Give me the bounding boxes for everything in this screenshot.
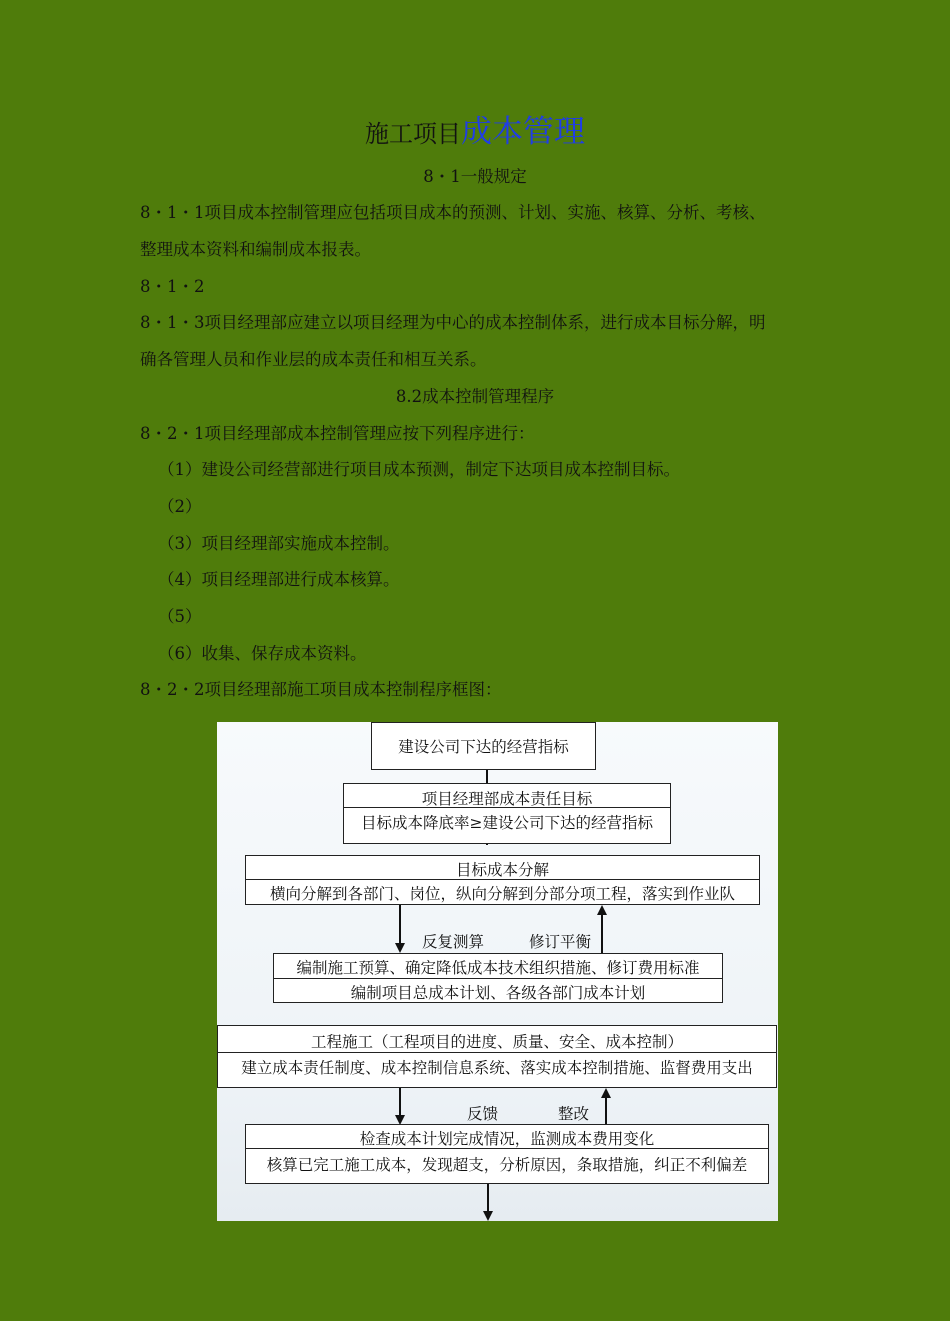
flow-arrow-5-up (605, 1097, 607, 1124)
paragraph-8-1-1-line1: 8・1・1项目成本控制管理应包括项目成本的预测、计划、实施、核算、分析、考核、 (140, 203, 766, 222)
flow-box-text: 编制项目总成本计划、各级各部门成本计划 (350, 984, 646, 1002)
step-item: （5） (158, 607, 202, 626)
document-title (0, 110, 950, 156)
flow-label-repeated-estimation: 反复测算 (422, 933, 485, 951)
flow-box-text: 建立成本责任制度、成本控制信息系统、落实成本控制措施、监督费用支出 (241, 1059, 753, 1077)
flow-box-text: 检查成本计划完成情况，监测成本费用变化 (359, 1130, 655, 1148)
paragraph-8-1-2: 8・1・2 (140, 277, 205, 296)
flow-arrow-5-down (399, 1088, 401, 1115)
flow-label-rectify: 整改 (558, 1105, 590, 1123)
flow-box-business-targets (371, 722, 596, 770)
paragraph-8-1-3-line2: 确各管理人员和作业层的成本责任和相互关系。 (140, 350, 487, 369)
flow-box-divider (246, 879, 759, 880)
flow-label-revise-balance: 修订平衡 (529, 933, 592, 951)
flow-box-budget-planning (273, 953, 723, 1003)
heading-8-2: 8.2成本控制管理程序 (395, 387, 555, 406)
flow-box-target-decomposition (245, 855, 760, 905)
step-item: （6）收集、保存成本资料。 (158, 644, 367, 663)
cost-control-flowchart (217, 722, 778, 1221)
heading-8-1: 8・1一般规定 (423, 167, 527, 186)
title-highlight: 成本管理 (461, 114, 585, 150)
flow-box-text: 建设公司下达的经营指标 (398, 738, 569, 756)
flow-box-responsibility-target (343, 783, 671, 844)
flow-arrow-3-up (601, 914, 603, 953)
flow-box-construction (217, 1025, 777, 1088)
paragraph-8-1-3-line1: 8・1・3项目经理部应建立以项目经理为中心的成本控制体系，进行成本目标分解，明 (140, 313, 766, 332)
flow-box-text: 项目经理部成本责任目标 (421, 790, 593, 808)
step-item: （4）项目经理部进行成本核算。 (158, 570, 400, 589)
flow-box-divider (218, 1052, 776, 1053)
flow-box-divider (344, 807, 670, 808)
flow-arrow-2 (486, 844, 488, 845)
flow-box-text: 编制施工预算、确定降低成本技术组织措施、修订费用标准 (296, 959, 700, 977)
flow-arrowhead-6 (483, 1211, 493, 1221)
paragraph-8-1-1-line2: 整理成本资料和编制成本报表。 (140, 240, 371, 259)
title-prefix: 施工项目 (365, 120, 461, 148)
flow-arrowhead-5-up (601, 1088, 611, 1098)
flow-label-feedback: 反馈 (467, 1105, 499, 1123)
paragraph-8-2-1: 8・2・1项目经理部成本控制管理应按下列程序进行： (140, 424, 535, 443)
step-item: （1）建设公司经营部进行项目成本预测，制定下达项目成本控制目标。 (158, 460, 680, 479)
flow-box-inspection (245, 1124, 769, 1184)
flow-box-text: 目标成本降底率≥建设公司下达的经营指标 (361, 814, 653, 832)
flow-box-text: 目标成本分解 (455, 861, 549, 879)
flow-arrow-3-down (399, 905, 401, 943)
flow-box-divider (246, 1148, 768, 1149)
step-item: （2） (158, 497, 202, 516)
flow-arrowhead-3-up (597, 905, 607, 915)
flow-box-text: 横向分解到各部门、岗位，纵向分解到分部分项工程，落实到作业队 (269, 885, 735, 903)
flow-arrow-6 (487, 1184, 489, 1211)
step-item: （3）项目经理部实施成本控制。 (158, 534, 400, 553)
flow-box-divider (274, 978, 722, 979)
flow-arrowhead-3-down (395, 943, 405, 953)
flow-box-text: 核算已完工施工成本，发现超支，分析原因，条取措施，纠正不利偏差 (266, 1156, 748, 1174)
paragraph-8-2-2: 8・2・2项目经理部施工项目成本控制程序框图： (140, 680, 502, 699)
flow-box-text: 工程施工（工程项目的进度、质量、安全、成本控制） (310, 1033, 683, 1051)
